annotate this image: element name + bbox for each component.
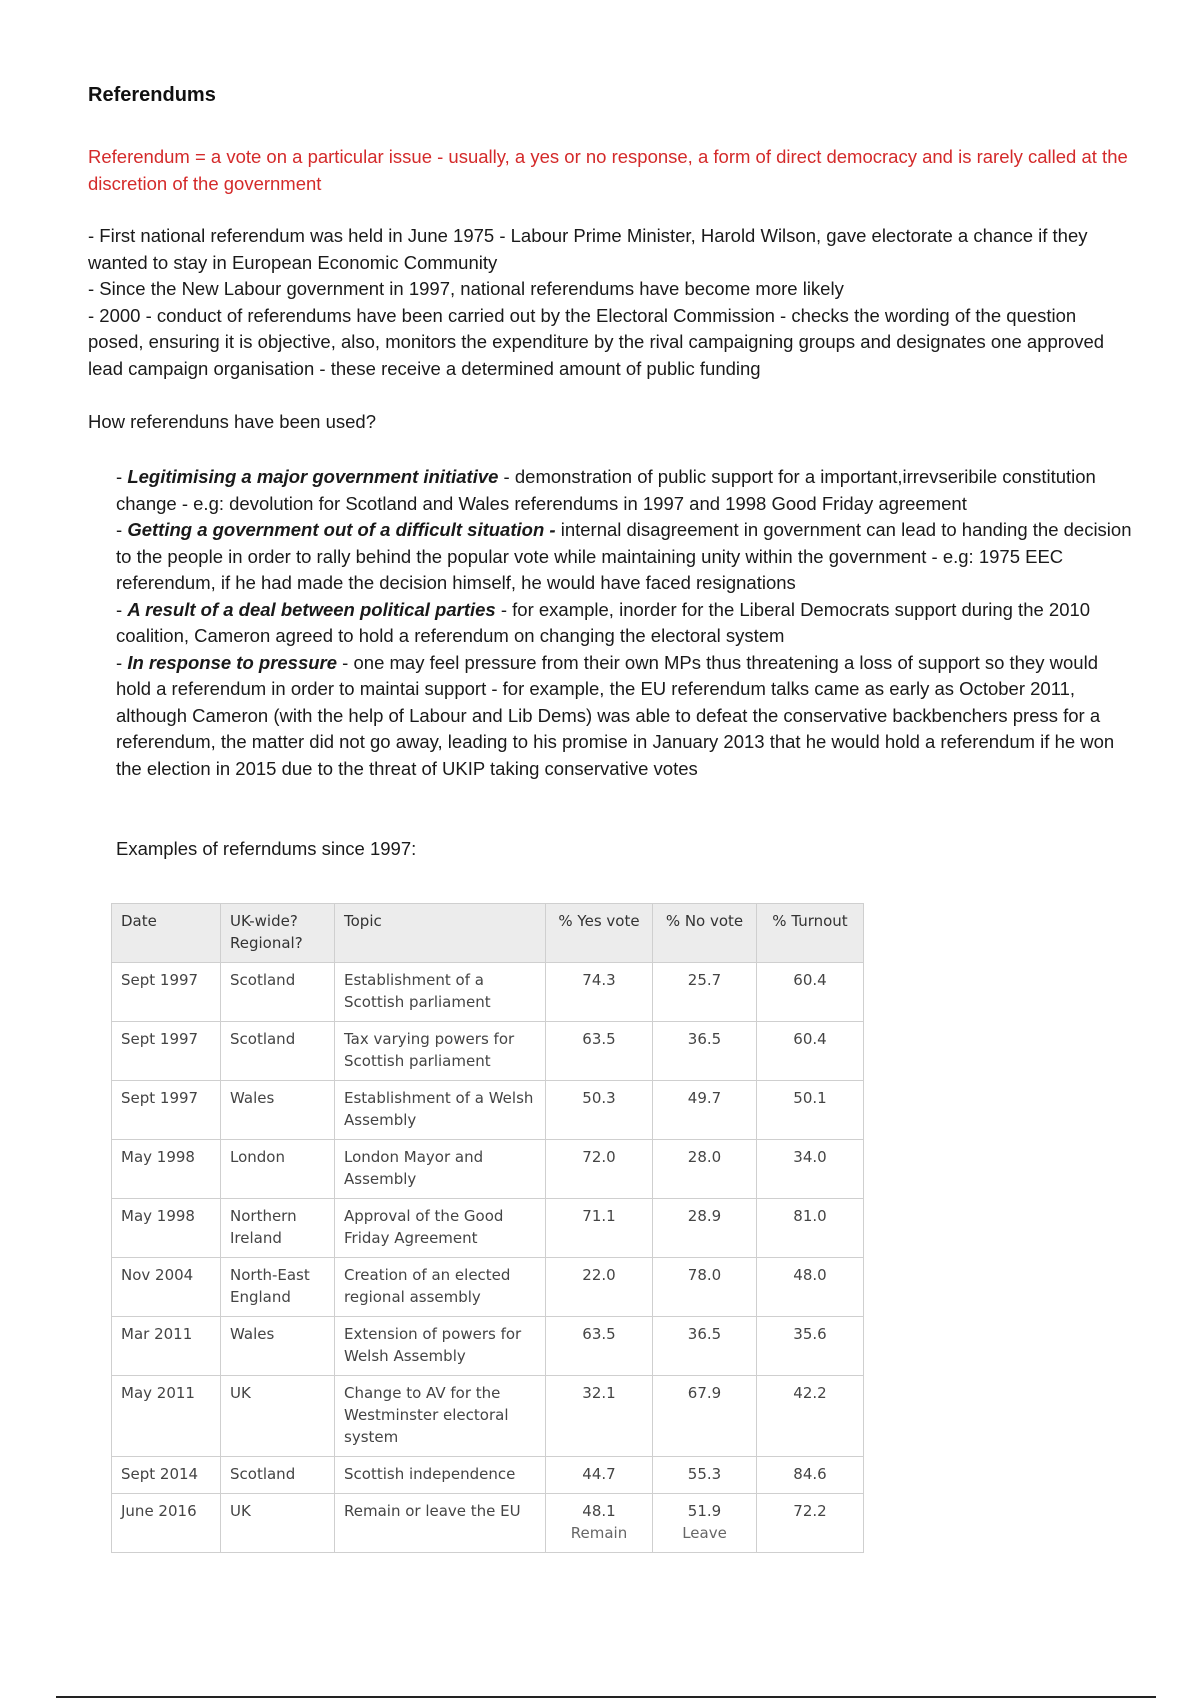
cell-yes: 72.0: [546, 1140, 653, 1199]
use-item: - Getting a government out of a difficult situation - internal disagreement in government can lead to handing the decision to the people in order to rally behind the popular vote while maintaining unity within the government - e.g: 1975 EEC referendum, if he had made the decision himself, he would have faced resignations: [116, 519, 1132, 593]
page-title: Referendums: [88, 84, 216, 106]
cell-date: Sept 1997: [112, 963, 221, 1022]
intro-section: [88, 223, 1128, 382]
cell-region: Wales: [221, 1081, 335, 1140]
table-row: [112, 1258, 864, 1317]
cell-no-sublabel: Leave: [682, 1524, 727, 1542]
use-heading: In response to pressure: [127, 651, 338, 673]
table-header-row: [112, 904, 864, 963]
use-item: - In response to pressure - one may feel pressure from their own MPs thus threatening a loss of support so they would hold a referendum in order to maintai support - for example, the EU referendum talks came as early as October 2011, although Cameron (with the help of Labour and Lib Dems) was able to defeat the conservative backbenchers press for a referendum, the matter did not go away, leading to his promise in January 2013 that he would hold a referendum if he won the election in 2015 due to the threat of UKIP taking conservative votes: [116, 651, 1115, 779]
table-row: [112, 1081, 864, 1140]
cell-date: May 1998: [112, 1199, 221, 1258]
header-topic: Topic: [335, 904, 546, 963]
cell-topic: Approval of the Good Friday Agreement: [335, 1199, 546, 1258]
cell-region: London: [221, 1140, 335, 1199]
cell-topic: Remain or leave the EU: [335, 1494, 546, 1553]
cell-no: 36.5: [653, 1317, 757, 1376]
use-text: internal disagreement in government can lead to handing the decision to the people in order to rally behind the popular vote while maintaining unity within the government - e.g: 1975 EEC referendum, if he had made the decision himself, he would have faced resignations: [116, 519, 1132, 593]
cell-date: Nov 2004: [112, 1258, 221, 1317]
intro-paragraph: - First national referendum was held in June 1975 - Labour Prime Minister, Harold Wilson, gave electorate a chance if they wanted to stay in European Economic Community: [88, 225, 1088, 273]
cell-date: May 2011: [112, 1376, 221, 1457]
cell-no: 78.0: [653, 1258, 757, 1317]
intro-paragraph: - 2000 - conduct of referendums have been carried out by the Electoral Commission - checks the wording of the question posed, ensuring it is objective, also, monitors the expenditure by the rival campaigning groups and designates one approved lead campaign organisation - these receive a determined amount of public funding: [88, 304, 1105, 379]
cell-region: UK: [221, 1376, 335, 1457]
cell-yes: 48.1: [582, 1502, 616, 1520]
cell-region: North-East England: [221, 1258, 335, 1317]
use-text: - one may feel pressure from their own MPs thus threatening a loss of support so they would hold a referendum in order to maintai support - for example, the EU referendum talks came as early as October 2011, although Cameron (with the help of Labour and Lib Dems) was able to defeat the conservative backbenchers press for a referendum, the matter did not go away, leading to his promise in January 2013 that he would hold a referendum if he won the election in 2015 due to the threat of UKIP taking conservative votes: [116, 651, 1115, 779]
cell-yes: 74.3: [546, 963, 653, 1022]
table-row: [112, 1317, 864, 1376]
cell-no: 28.0: [653, 1140, 757, 1199]
cell-yes-group: [546, 1494, 653, 1553]
header-no: % No vote: [653, 904, 757, 963]
cell-topic: Tax varying powers for Scottish parliament: [335, 1022, 546, 1081]
table-row: [112, 1376, 864, 1457]
use-text: - for example, inorder for the Liberal Democrats support during the 2010 coalition, Cameron agreed to hold a referendum on changing the electoral system: [116, 598, 1091, 646]
use-heading: A result of a deal between political parties: [127, 598, 496, 620]
use-item: - A result of a deal between political parties - for example, inorder for the Liberal Democrats support during the 2010 coalition, Cameron agreed to hold a referendum on changing the electoral system: [116, 598, 1091, 646]
table-row: [112, 963, 864, 1022]
use-heading: Getting a government out of a difficult situation -: [127, 519, 556, 540]
cell-region: Wales: [221, 1317, 335, 1376]
table-row: [112, 1140, 864, 1199]
cell-region: Scotland: [221, 1022, 335, 1081]
bottom-divider: [56, 1696, 1156, 1698]
cell-date: May 1998: [112, 1140, 221, 1199]
cell-yes: 44.7: [546, 1457, 653, 1494]
table-row: [112, 1199, 864, 1258]
cell-date: Sept 2014: [112, 1457, 221, 1494]
cell-no: 28.9: [653, 1199, 757, 1258]
cell-topic: Creation of an elected regional assembly: [335, 1258, 546, 1317]
table-row: [112, 1457, 864, 1494]
cell-turnout: 34.0: [757, 1140, 864, 1199]
table-row: [112, 1022, 864, 1081]
cell-turnout: 60.4: [757, 1022, 864, 1081]
cell-region: Northern Ireland: [221, 1199, 335, 1258]
cell-date: Sept 1997: [112, 1022, 221, 1081]
table-row: [112, 1494, 864, 1553]
use-item: - Legitimising a major government initiative - demonstration of public support for a important,irrevseribile constitution change - e.g: devolution for Scotland and Wales referendums in 1997 and 1998 Good Friday agreement: [116, 466, 1096, 514]
cell-topic: Change to AV for the Westminster electoral system: [335, 1376, 546, 1457]
cell-topic: Establishment of a Welsh Assembly: [335, 1081, 546, 1140]
cell-no: 49.7: [653, 1081, 757, 1140]
cell-no: 51.9: [687, 1502, 722, 1520]
cell-no: 25.7: [653, 963, 757, 1022]
cell-yes: 32.1: [546, 1376, 653, 1457]
cell-turnout: 84.6: [757, 1457, 864, 1494]
header-region: UK-wide? Regional?: [221, 904, 335, 963]
cell-region: Scotland: [221, 1457, 335, 1494]
cell-topic: Establishment of a Scottish parliament: [335, 963, 546, 1022]
use-text: - demonstration of public support for a important,irrevseribile constitution change - e.g: devolution for Scotland and Wales referendums in 1997 and 1998 Good Friday agreement: [116, 466, 1096, 514]
use-heading: Legitimising a major government initiative: [127, 466, 499, 487]
cell-date: Mar 2011: [112, 1317, 221, 1376]
cell-no: 55.3: [653, 1457, 757, 1494]
cell-yes: 63.5: [546, 1317, 653, 1376]
cell-region: Scotland: [221, 963, 335, 1022]
cell-yes: 71.1: [546, 1199, 653, 1258]
referendums-table: [111, 903, 864, 1553]
cell-date: Sept 1997: [112, 1081, 221, 1140]
cell-yes: 50.3: [546, 1081, 653, 1140]
cell-turnout: 48.0: [757, 1258, 864, 1317]
intro-paragraph: - Since the New Labour government in 1997, national referendums have become more likely: [88, 278, 844, 299]
cell-yes: 22.0: [546, 1258, 653, 1317]
cell-turnout: 60.4: [757, 963, 864, 1022]
cell-date: June 2016: [112, 1494, 221, 1553]
cell-turnout: 72.2: [757, 1494, 864, 1553]
cell-no-group: [653, 1494, 757, 1553]
uses-list: [116, 464, 1136, 782]
cell-topic: London Mayor and Assembly: [335, 1140, 546, 1199]
cell-no: 36.5: [653, 1022, 757, 1081]
header-date: Date: [112, 904, 221, 963]
cell-turnout: 35.6: [757, 1317, 864, 1376]
cell-no: 67.9: [653, 1376, 757, 1457]
cell-turnout: 81.0: [757, 1199, 864, 1258]
header-turnout: % Turnout: [757, 904, 864, 963]
cell-topic: Scottish independence: [335, 1457, 546, 1494]
examples-label: Examples of referndums since 1997:: [116, 838, 417, 859]
cell-turnout: 50.1: [757, 1081, 864, 1140]
uses-question: How referenduns have been used?: [88, 411, 376, 432]
cell-topic: Extension of powers for Welsh Assembly: [335, 1317, 546, 1376]
cell-yes-sublabel: Remain: [570, 1524, 628, 1542]
header-yes: % Yes vote: [546, 904, 653, 963]
definition-text: Referendum = a vote on a particular issue - usually, a yes or no response, a form of direct democracy and is rarely called at the discretion of the government: [88, 146, 1128, 194]
cell-yes: 63.5: [546, 1022, 653, 1081]
cell-region: UK: [221, 1494, 335, 1553]
cell-turnout: 42.2: [757, 1376, 864, 1457]
